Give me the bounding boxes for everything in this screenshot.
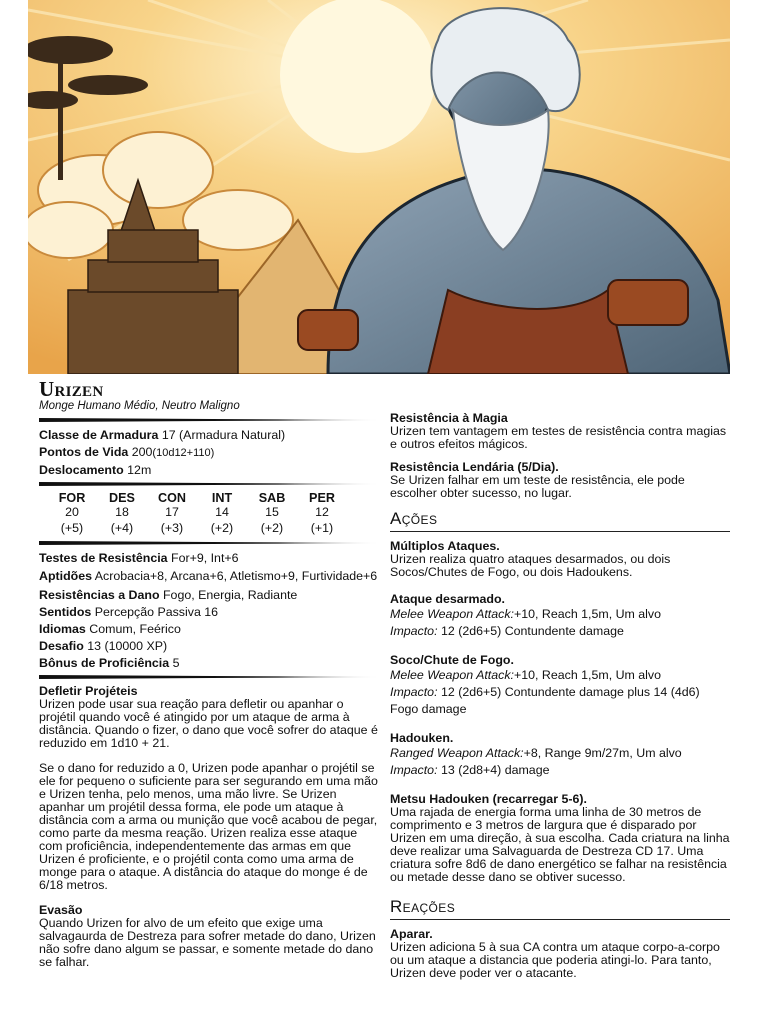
- action-hit: [390, 684, 730, 718]
- hit-points: [39, 445, 381, 460]
- hp-dice: (10d12+110): [152, 447, 215, 459]
- ability-scores: [47, 492, 347, 536]
- reaction-text: Urizen adiciona 5 à sua CA contra um ataque corpo-a-corpo ou um ataque a distancia que poderia atingi-lo. Para tanto, Urizen deve poder ver o atacante.: [390, 940, 720, 980]
- action-attack: [390, 606, 730, 623]
- feature-title: Resistência à Magia: [390, 411, 508, 425]
- actions-heading: Ações: [390, 509, 438, 528]
- ability-mod: (+4): [110, 521, 134, 535]
- prof-value: 5: [172, 656, 180, 670]
- speed-label: Deslocamento: [39, 463, 124, 477]
- attack-value: +8, Range 9m/27m, Um alvo: [523, 746, 682, 760]
- ability-mod: (+5): [60, 521, 84, 535]
- hit-value: 12 (2d6+5) Contundente damage plus 14 (4d6) Fogo damage: [390, 685, 700, 716]
- statblock-right-column: [390, 412, 730, 980]
- ability-per: [297, 492, 347, 536]
- attack-type: Melee Weapon Attack:: [390, 668, 514, 682]
- action-title: Múltiplos Ataques.: [390, 539, 500, 553]
- ability-name: PER: [309, 491, 335, 505]
- senses-label: Sentidos: [39, 605, 92, 619]
- action-title: Soco/Chute de Fogo.: [390, 653, 514, 667]
- action-text: Uma rajada de energia forma uma linha de 30 metros de comprimento e 3 metros de largura que é disparado por Urizen em uma direção, à sua escolha. Cada criatura na linha deve realizar uma Salvaguarda de Destreza CD 17. Uma criatura sofre 8d6 de dano energético se falhar na resistência ou metade desse dano se obtiver sucesso.: [390, 805, 730, 884]
- ability-sab: [247, 492, 297, 536]
- monster-subtitle: Monge Humano Médio, Neutro Maligno: [39, 400, 240, 412]
- feature-text: Se Urizen falhar em um teste de resistência, ele pode escolher obter sucesso, no lugar.: [390, 473, 685, 500]
- hit-label: Impacto:: [390, 763, 438, 777]
- statblock-left-column: [39, 378, 381, 969]
- illustration-svg: [28, 0, 730, 374]
- action-attack: [390, 745, 730, 762]
- damage-resistances: [39, 588, 381, 602]
- ability-score: 12: [315, 505, 329, 519]
- attack-value: +10, Reach 1,5m, Um alvo: [513, 668, 662, 682]
- monster-name: Urizen: [39, 377, 104, 401]
- attack-type: Ranged Weapon Attack:: [390, 746, 524, 760]
- ability-name: CON: [158, 491, 186, 505]
- divider: [39, 418, 381, 422]
- action-title: Hadouken.: [390, 731, 454, 745]
- armor-class: [39, 428, 381, 442]
- divider: [39, 482, 381, 486]
- section-divider: [390, 919, 730, 920]
- ability-name: SAB: [258, 491, 286, 505]
- skills: [39, 568, 381, 585]
- attack-value: +10, Reach 1,5m, Um alvo: [513, 607, 662, 621]
- divider: [39, 675, 381, 679]
- ability-int: [197, 492, 247, 536]
- reactions-heading: Reações: [390, 897, 456, 916]
- feature-title: Defletir Projéteis: [39, 684, 138, 698]
- action-title: Metsu Hadouken (recarregar 5-6).: [390, 792, 587, 806]
- saves-value: For+9, Int+6: [171, 551, 239, 565]
- feature-text: Quando Urizen for alvo de um efeito que exige uma salvagaurda de Destreza para sofrer metade do dano, Urizen não sofre dano algum se passar, e somente metade do dano se falhar.: [39, 916, 376, 969]
- resist-value: Fogo, Energia, Radiante: [162, 588, 298, 602]
- ability-score: 20: [65, 505, 79, 519]
- hit-label: Impacto:: [390, 685, 438, 699]
- ability-mod: (+2): [260, 521, 284, 535]
- prof-label: Bônus de Proficiência: [39, 656, 170, 670]
- section-divider: [390, 531, 730, 532]
- feature-title: Evasão: [39, 903, 83, 917]
- hp-label: Pontos de Vida: [39, 445, 129, 459]
- saving-throws: [39, 551, 381, 565]
- lang-value: Comum, Feérico: [89, 622, 181, 636]
- cr-value: 13 (10000 XP): [87, 639, 168, 653]
- ability-name: DES: [109, 491, 135, 505]
- reaction-title: Aparar.: [390, 927, 433, 941]
- ability-mod: (+2): [210, 521, 234, 535]
- feature-text: Se o dano for reduzido a 0, Urizen pode apanhar o projétil se ele for pequeno o suficiente para ser segurando em uma mão e Urizen tenha, pelo menos, uma mão livre. Se Urizen apanhar um projétil dessa forma, ele pode um ataque à distância com a arma ou munição que você acabou de pegar, como parte da mesma reação. Urizen realiza esse ataque com proficiência, independentemente das armas em que Urizen é proficiente, e o projétil conta como uma arma de monge para o ataque. A distância do ataque do monge é de 6/18 metros.: [39, 761, 378, 892]
- languages: [39, 622, 381, 636]
- skills-value: Acrobacia+8, Arcana+6, Atletismo+9, Furtividade+6: [94, 569, 378, 583]
- ability-mod: (+1): [310, 521, 334, 535]
- attack-type: Melee Weapon Attack:: [390, 607, 514, 621]
- divider: [39, 541, 381, 545]
- hit-value: 13 (2d8+4) damage: [437, 763, 550, 777]
- ability-name: INT: [211, 491, 233, 505]
- proficiency-bonus: [39, 656, 381, 670]
- action-attack: [390, 667, 730, 684]
- ability-score: 15: [265, 505, 279, 519]
- feature-text: Urizen pode usar sua reação para defletir ou apanhar o projétil quando você é atingido por um ataque de arma à distância. Quando o fizer, o dano que você sofrer do ataque é reduzido em 1d10 + 21.: [39, 697, 378, 750]
- senses-value: Percepção Passiva 16: [94, 605, 219, 619]
- feature-title: Resistência Lendária (5/Dia).: [390, 460, 559, 474]
- sun: [280, 0, 436, 153]
- hp-value: 200: [131, 445, 153, 459]
- ability-score: 18: [115, 505, 129, 519]
- senses: [39, 605, 381, 619]
- resist-label: Resistências a Dano: [39, 588, 160, 602]
- action-hit: [390, 762, 730, 779]
- ac-label: Classe de Armadura: [39, 428, 159, 442]
- ability-for: [47, 492, 97, 536]
- monster-illustration: [28, 0, 730, 374]
- ability-name: FOR: [58, 491, 86, 505]
- ability-con: [147, 492, 197, 536]
- ability-mod: (+3): [160, 521, 184, 535]
- speed-value: 12m: [127, 463, 152, 477]
- hit-value: 12 (2d6+5) Contundente damage: [437, 624, 624, 638]
- skills-label: Aptidões: [39, 569, 93, 583]
- action-hit: [390, 623, 730, 640]
- challenge: [39, 639, 381, 653]
- cr-label: Desafio: [39, 639, 84, 653]
- action-title: Ataque desarmado.: [390, 592, 505, 606]
- feature-text: Urizen tem vantagem em testes de resistência contra magias e outros efeitos mágicos.: [390, 424, 727, 451]
- speed: [39, 463, 381, 477]
- ability-des: [97, 492, 147, 536]
- saves-label: Testes de Resistência: [39, 551, 168, 565]
- ac-value: 17 (Armadura Natural): [161, 428, 286, 442]
- ability-score: 17: [165, 505, 179, 519]
- hit-label: Impacto:: [390, 624, 438, 638]
- action-text: Urizen realiza quatro ataques desarmados, ou dois Socos/Chutes de Fogo, ou dois Hadoukens.: [390, 552, 671, 579]
- ability-score: 14: [215, 505, 229, 519]
- lang-label: Idiomas: [39, 622, 86, 636]
